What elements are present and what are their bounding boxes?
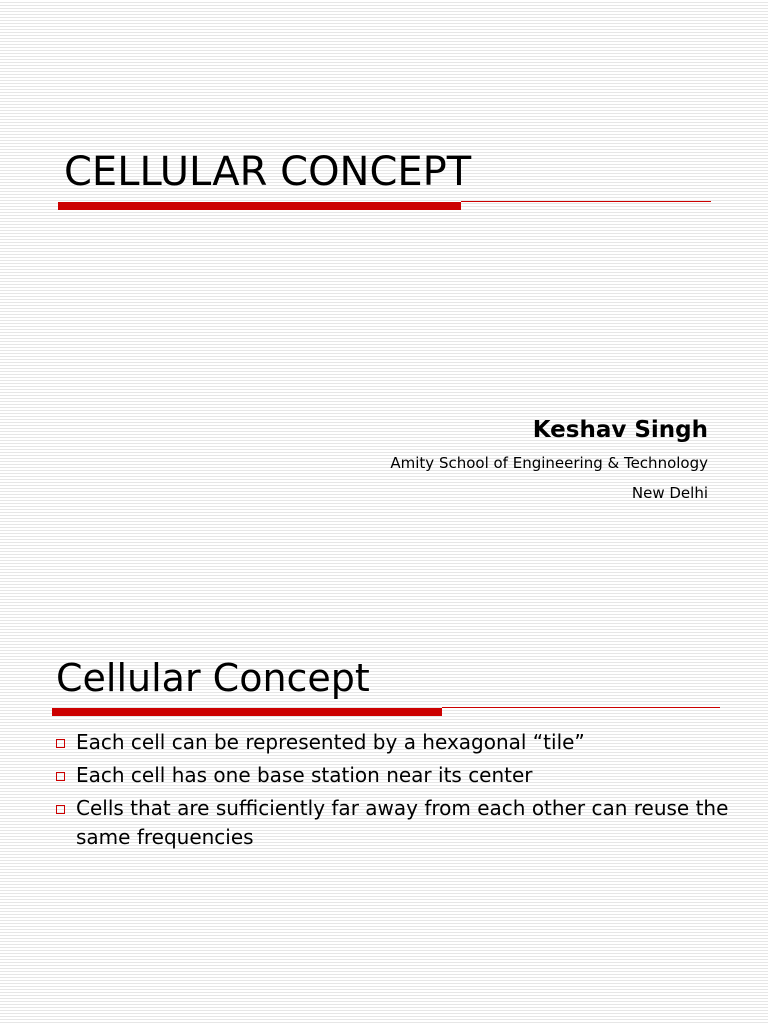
- hollow-square-bullet-icon: [56, 805, 65, 814]
- hollow-square-bullet-icon: [56, 772, 65, 781]
- hollow-square-bullet-icon: [56, 739, 65, 748]
- content-slide: [0, 620, 768, 1024]
- heading-underline-thick: [52, 708, 442, 716]
- bullet-text: Each cell can be represented by a hexagonal “tile”: [76, 730, 585, 754]
- author-block: [390, 412, 708, 508]
- bullet-text: Cells that are sufficiently far away from each other can reuse the same frequencies: [76, 796, 729, 849]
- bullet-item: [56, 728, 736, 757]
- slide-title: CELLULAR CONCEPT: [64, 149, 472, 195]
- title-underline-thin: [461, 201, 711, 202]
- slide-heading: Cellular Concept: [56, 656, 370, 700]
- bullet-list: [56, 728, 736, 856]
- author-affiliation: Amity School of Engineering & Technology: [390, 454, 708, 472]
- bullet-item: [56, 794, 736, 852]
- author-city: New Delhi: [631, 484, 708, 502]
- bullet-item: [56, 761, 736, 790]
- heading-underline-thin: [442, 707, 720, 708]
- author-name: Keshav Singh: [532, 417, 708, 443]
- bullet-text: Each cell has one base station near its center: [76, 763, 533, 787]
- title-underline-thick: [58, 202, 461, 210]
